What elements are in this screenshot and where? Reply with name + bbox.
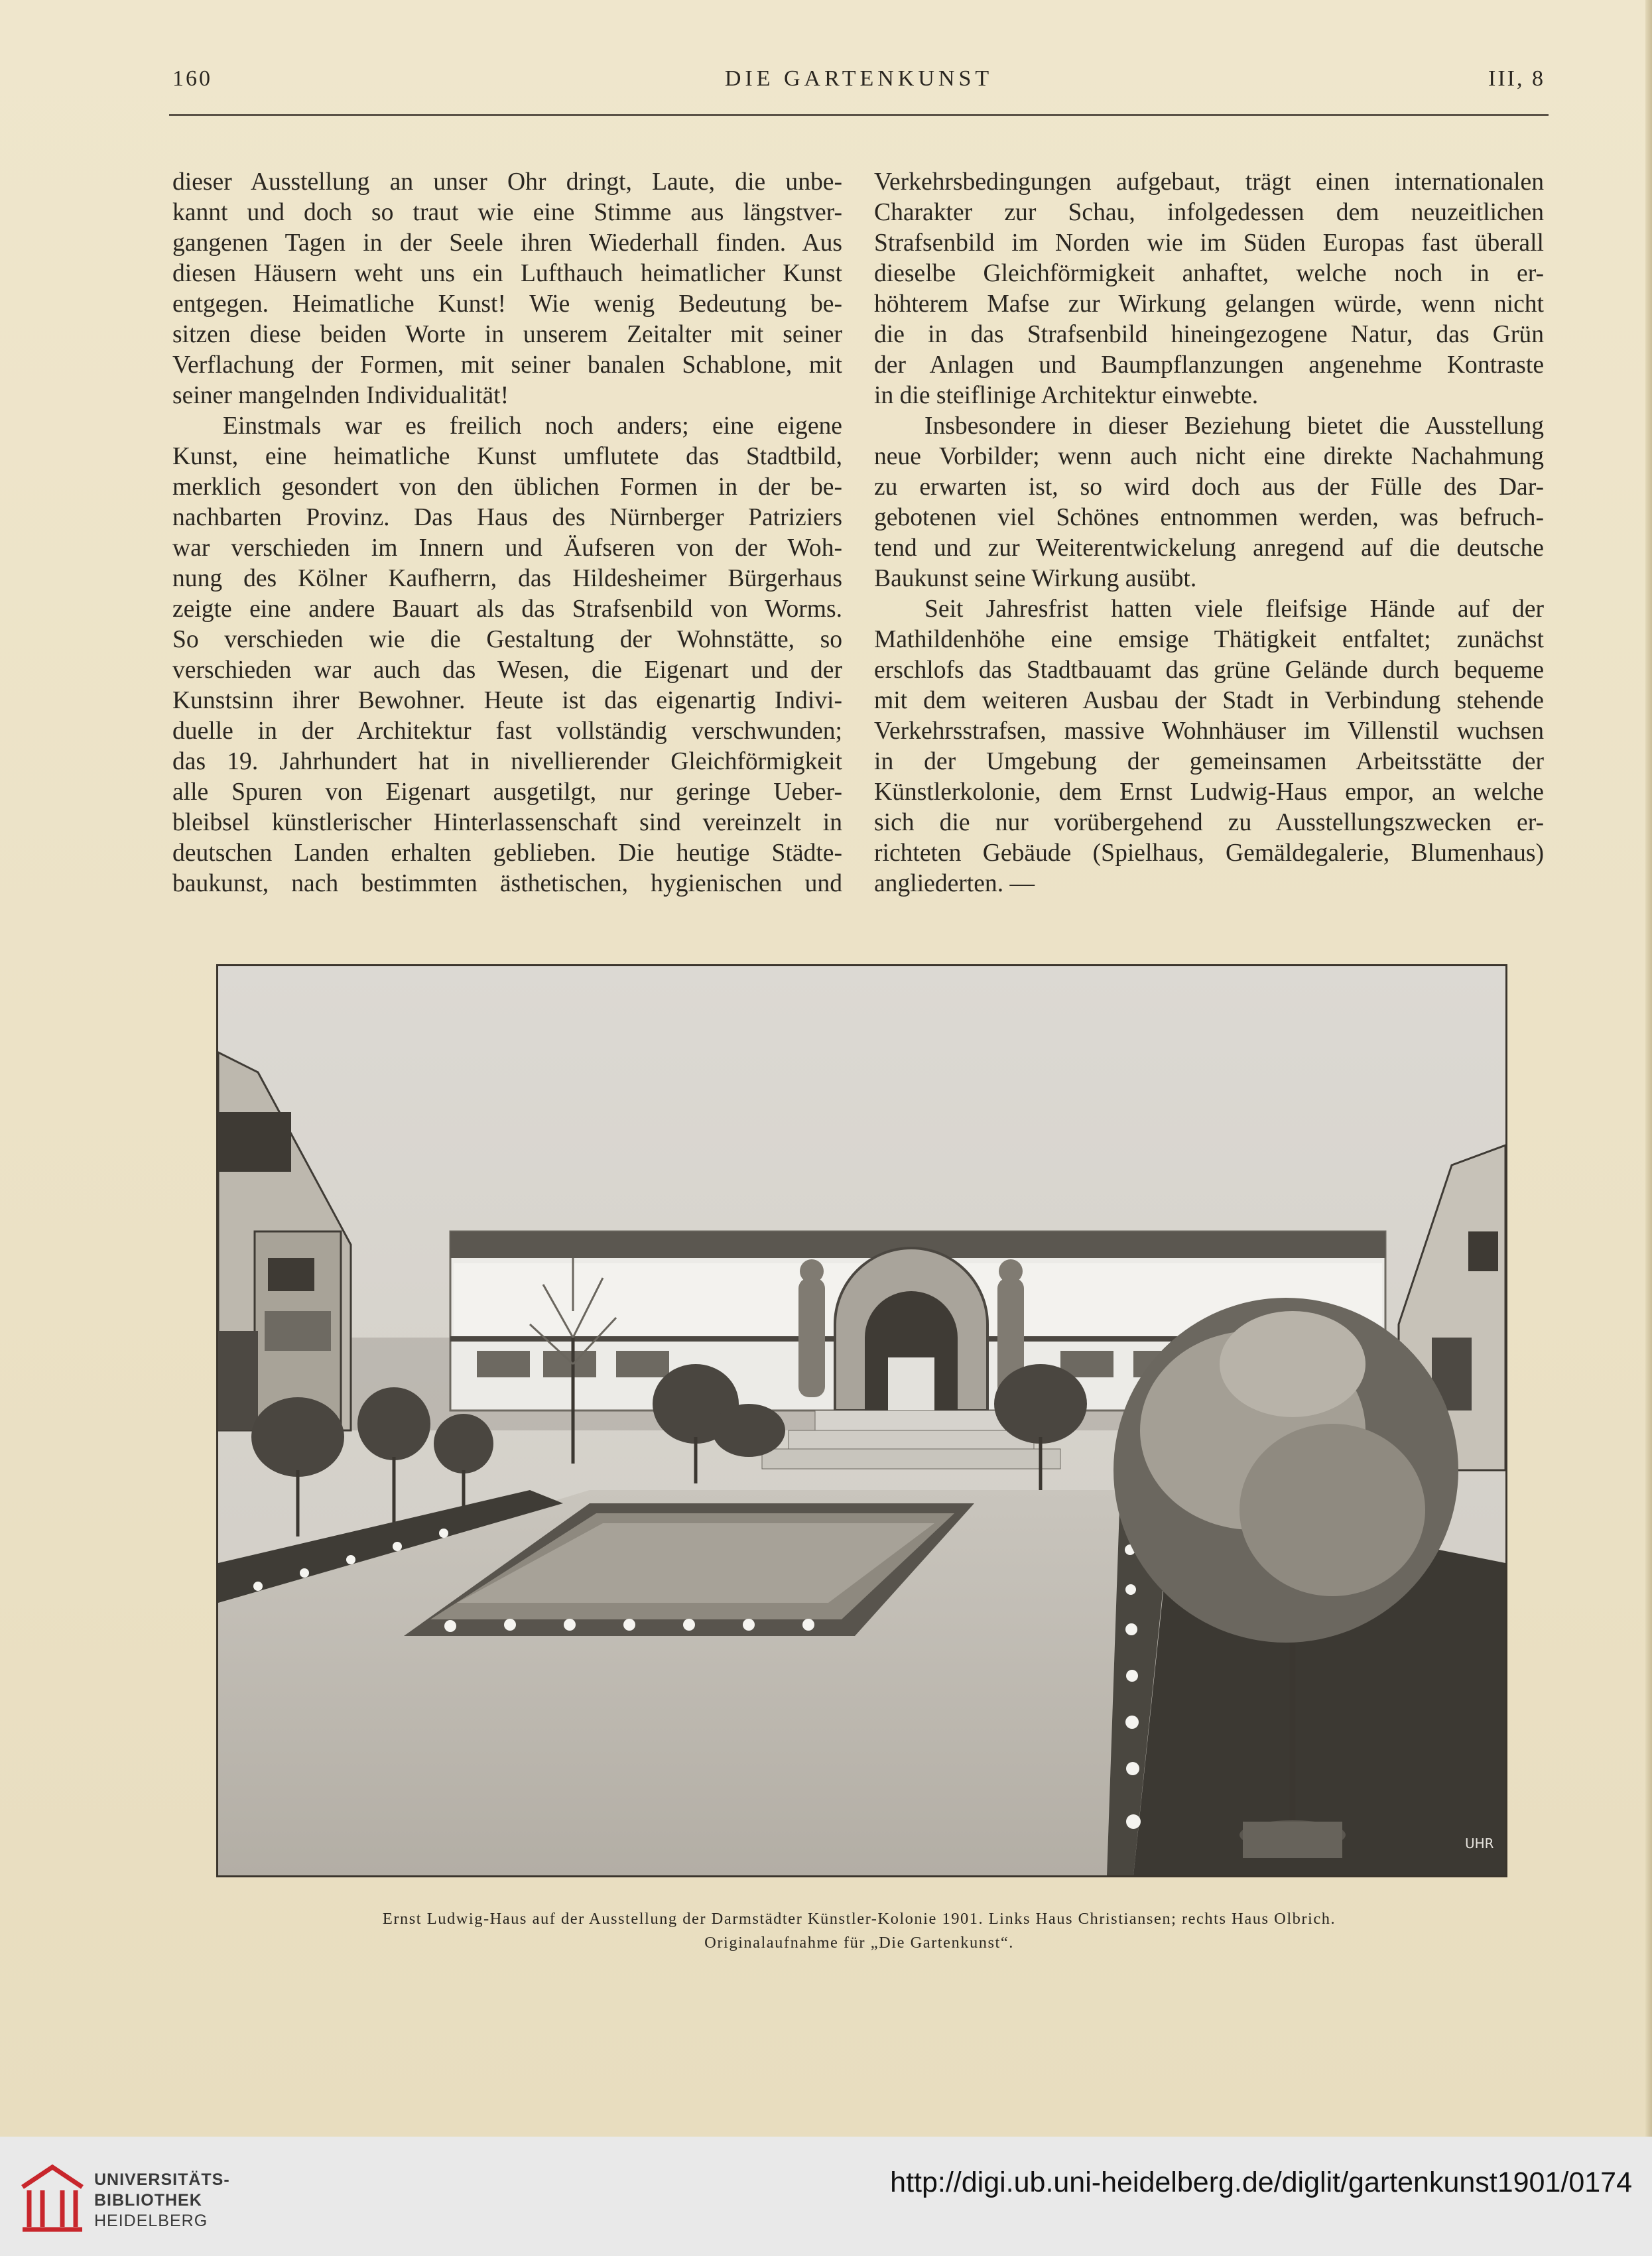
page-number: 160: [172, 66, 212, 91]
photographer-monogram: UHR: [1465, 1836, 1494, 1851]
right-column: [874, 167, 1544, 899]
text-line: nachbarten Provinz. Das Haus des Nürnberger Patriziers: [172, 504, 842, 531]
text-line: das 19. Jahrhundert hat in nivellierender Gleichförmigkeit: [172, 748, 842, 775]
page-edge: [1645, 0, 1652, 2137]
text-line: Baukunst seine Wirkung ausübt.: [874, 565, 1197, 592]
running-header: [172, 66, 1545, 99]
text-line: neue Vorbilder; wenn auch nicht eine direkte Nachahmung: [874, 443, 1544, 470]
text-line: Strafsenbild im Norden wie im Süden Europas fast überall: [874, 229, 1544, 257]
journal-title: DIE GARTENKUNST: [724, 66, 993, 91]
text-line: Insbesondere in dieser Beziehung bietet die Ausstellung: [924, 412, 1544, 440]
text-line: seiner mangelnden Individualität!: [172, 382, 509, 409]
text-line: dieser Ausstellung an unser Ohr dringt, Laute, die unbe-: [172, 168, 842, 196]
text-line: Mathildenhöhe eine emsige Thätigkeit entfaltet; zunächst: [874, 626, 1544, 653]
paragraph: [874, 594, 1544, 899]
library-building-icon: [16, 2161, 89, 2235]
text-line: Kunstsinn ihrer Bewohner. Heute ist das eigenartig Indivi-: [172, 687, 842, 714]
text-line: der Anlagen und Baumpflanzungen angenehme Kontraste: [874, 351, 1544, 379]
left-column: [172, 167, 842, 899]
digitization-footer: [0, 2137, 1652, 2256]
caption-line: Originalaufnahme für „Die Gartenkunst“.: [704, 1934, 1014, 1952]
paragraph: [172, 167, 842, 411]
paragraph: [874, 411, 1544, 594]
paragraph: [172, 411, 842, 899]
text-line: Künstlerkolonie, dem Ernst Ludwig-Haus empor, an welche: [874, 779, 1544, 806]
text-line: zeigte eine andere Bauart als das Strafsenbild von Worms.: [172, 595, 842, 623]
text-line: höhterem Mafse zur Wirkung gelangen würde, wenn nicht: [874, 290, 1544, 318]
text-line: Verflachung der Formen, mit seiner banalen Schablone, mit: [172, 351, 842, 379]
text-line: zu erwarten ist, so wird doch aus der Fülle des Dar-: [874, 473, 1544, 501]
library-line: HEIDELBERG: [94, 2212, 208, 2230]
text-line: sitzen diese beiden Worte in unserem Zeitalter mit seiner: [172, 321, 842, 348]
text-line: entgegen. Heimatliche Kunst! Wie wenig Bedeutung be-: [172, 290, 842, 318]
text-line: erschlofs das Stadtbauamt das grüne Gelände durch bequeme: [874, 657, 1544, 684]
text-line: war verschieden im Innern und Äufseren von der Woh-: [172, 534, 842, 562]
text-line: merklich gesondert von den üblichen Formen in der be-: [172, 473, 842, 501]
photograph-ernst-ludwig-haus: [216, 964, 1507, 1877]
source-url-link[interactable]: http://digi.ub.uni-heidelberg.de/diglit/gartenkunst1901/0174: [890, 2166, 1632, 2198]
text-line: Einstmals war es freilich noch anders; eine eigene: [223, 412, 842, 440]
text-line: gebotenen viel Schönes entnommen werden, was befruch-: [874, 504, 1544, 531]
figure-caption: [172, 1907, 1546, 1955]
caption-line: Ernst Ludwig-Haus auf der Ausstellung der Darmstädter Künstler-Kolonie 1901. Links Haus Christiansen; rechts Haus Olbrich.: [382, 1910, 1336, 1928]
text-line: Charakter zur Schau, infolgedessen dem neuzeitlichen: [874, 199, 1544, 226]
text-line: sich die nur vorübergehend zu Ausstellungszwecken er-: [874, 809, 1544, 836]
text-line: bleibsel künstlerischer Hinterlassenschaft sind vereinzelt in: [172, 809, 842, 836]
paragraph: [874, 167, 1544, 411]
text-line: richteten Gebäude (Spielhaus, Gemäldegalerie, Blumenhaus): [874, 840, 1544, 867]
text-line: diesen Häusern weht uns ein Lufthauch heimatlicher Kunst: [172, 260, 842, 287]
text-line: verschieden war auch das Wesen, die Eigenart und der: [172, 657, 842, 684]
text-line: baukunst, nach bestimmten ästhetischen, hygienischen und: [172, 870, 842, 897]
text-line: tend und zur Weiterentwickelung anregend auf die deutsche: [874, 534, 1544, 562]
text-line: Verkehrsbedingungen aufgebaut, trägt einen internationalen: [874, 168, 1544, 196]
text-line: angliederten. —: [874, 870, 1035, 897]
issue-number: III, 8: [1488, 66, 1545, 91]
text-line: gangenen Tagen in der Seele ihren Wiederhall finden. Aus: [172, 229, 842, 257]
header-rule: [169, 114, 1549, 116]
text-line: nung des Kölner Kaufherrn, das Hildesheimer Bürgerhaus: [172, 565, 842, 592]
library-line: BIBLIOTHEK: [94, 2191, 202, 2210]
text-line: duelle in der Architektur fast vollständig verschwunden;: [172, 718, 842, 745]
garden-photo-illustration: [218, 966, 1505, 1875]
text-line: deutschen Landen erhalten geblieben. Die heutige Städte-: [172, 840, 842, 867]
text-line: dieselbe Gleichförmigkeit anhaftet, welche noch in er-: [874, 260, 1544, 287]
text-line: kannt und doch so traut wie eine Stimme aus längstver-: [172, 199, 842, 226]
text-line: die in das Strafsenbild hineingezogene Natur, das Grün: [874, 321, 1544, 348]
library-name: [94, 2170, 230, 2231]
text-line: Kunst, eine heimatliche Kunst umflutete das Stadtbild,: [172, 443, 842, 470]
text-line: Verkehrsstrafsen, massive Wohnhäuser im Villenstil wuchsen: [874, 718, 1544, 745]
library-line: UNIVERSITÄTS-: [94, 2170, 230, 2189]
text-line: So verschieden wie die Gestaltung der Wohnstätte, so: [172, 626, 842, 653]
text-line: in der Umgebung der gemeinsamen Arbeitsstätte der: [874, 748, 1544, 775]
text-line: in die steiflinige Architektur einwebte.: [874, 382, 1259, 409]
text-line: mit dem weiteren Ausbau der Stadt in Verbindung stehende: [874, 687, 1544, 714]
text-line: Seit Jahresfrist hatten viele fleifsige Hände auf der: [924, 595, 1544, 623]
text-line: alle Spuren von Eigenart ausgetilgt, nur geringe Ueber-: [172, 779, 842, 806]
